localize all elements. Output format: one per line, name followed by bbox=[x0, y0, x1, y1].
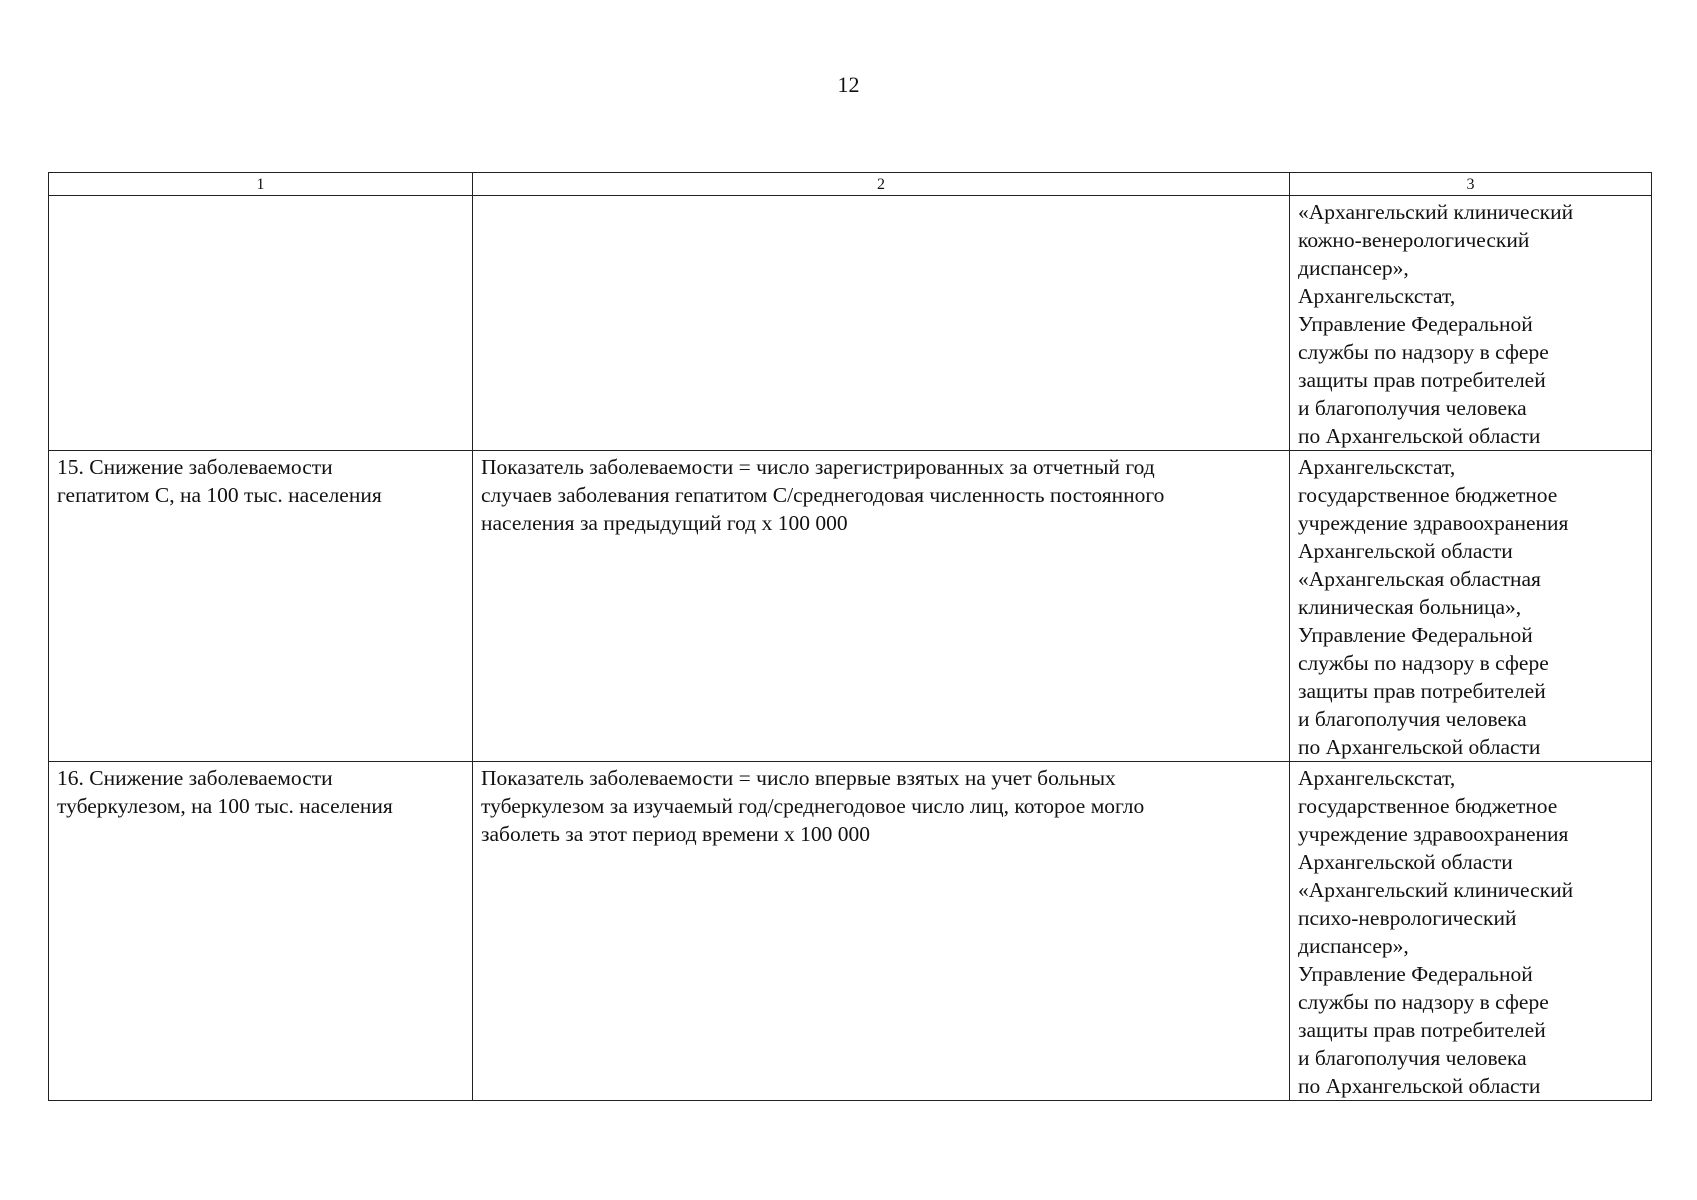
cell-text-line: Архангельскстат, bbox=[1298, 455, 1456, 479]
cell-text-line: и благополучия человека bbox=[1298, 707, 1527, 731]
table-cell-col3 bbox=[1290, 762, 1652, 1101]
cell-text-line: и благополучия человека bbox=[1298, 1046, 1527, 1070]
cell-text-line: кожно-венерологический bbox=[1298, 228, 1530, 252]
cell-text-line: «Архангельская областная bbox=[1298, 567, 1541, 591]
table-cell-col2 bbox=[473, 451, 1290, 762]
table-row bbox=[49, 762, 1652, 1101]
column-header-1: 1 bbox=[49, 173, 473, 196]
cell-text-line: по Архангельской области bbox=[1298, 424, 1541, 448]
table-cell-col3 bbox=[1290, 196, 1652, 451]
cell-text-line: клиническая больница», bbox=[1298, 595, 1522, 619]
cell-text-line: Архангельскстат, bbox=[1298, 766, 1456, 790]
cell-text-line: случаев заболевания гепатитом С/среднегодовая численность постоянного bbox=[481, 483, 1165, 507]
indicators-table bbox=[48, 172, 1652, 1101]
table-row bbox=[49, 196, 1652, 451]
cell-text-line: учреждение здравоохранения bbox=[1298, 822, 1569, 846]
cell-text-line: службы по надзору в сфере bbox=[1298, 990, 1549, 1014]
table-cell-col1 bbox=[49, 196, 473, 451]
cell-text-line: Управление Федеральной bbox=[1298, 623, 1533, 647]
table-body bbox=[49, 196, 1652, 1101]
cell-text-line: защиты прав потребителей bbox=[1298, 1018, 1546, 1042]
cell-text-line: государственное бюджетное bbox=[1298, 794, 1558, 818]
table-cell-col1 bbox=[49, 762, 473, 1101]
column-header-2: 2 bbox=[473, 173, 1290, 196]
cell-text-line: по Архангельской области bbox=[1298, 1074, 1541, 1098]
cell-text-line: «Архангельский клинический bbox=[1298, 878, 1574, 902]
cell-text-line: психо-неврологический bbox=[1298, 906, 1517, 930]
cell-text-line: «Архангельский клинический bbox=[1298, 200, 1574, 224]
table-cell-col3 bbox=[1290, 451, 1652, 762]
table-cell-col2 bbox=[473, 196, 1290, 451]
table-header-row bbox=[49, 173, 1652, 196]
page-number: 12 bbox=[837, 72, 860, 97]
cell-text-line: государственное бюджетное bbox=[1298, 483, 1558, 507]
cell-text-line: туберкулезом, на 100 тыс. населения bbox=[57, 794, 393, 818]
cell-text-line: диспансер», bbox=[1298, 934, 1409, 958]
cell-text-line: Управление Федеральной bbox=[1298, 962, 1533, 986]
cell-text-line: по Архангельской области bbox=[1298, 735, 1541, 759]
cell-text-line: Управление Федеральной bbox=[1298, 312, 1533, 336]
cell-text-line: заболеть за этот период времени х 100 000 bbox=[481, 822, 871, 846]
cell-text-line: Архангельскстат, bbox=[1298, 284, 1456, 308]
cell-text-line: и благополучия человека bbox=[1298, 396, 1527, 420]
cell-text-line: гепатитом С, на 100 тыс. населения bbox=[57, 483, 382, 507]
cell-text-line: населения за предыдущий год х 100 000 bbox=[481, 511, 848, 535]
cell-text-line: Показатель заболеваемости = число впервые взятых на учет больных bbox=[481, 766, 1116, 790]
table-row bbox=[49, 451, 1652, 762]
cell-text-line: учреждение здравоохранения bbox=[1298, 511, 1569, 535]
column-header-3: 3 bbox=[1290, 173, 1652, 196]
cell-text-line: Архангельской области bbox=[1298, 850, 1513, 874]
table-cell-col2 bbox=[473, 762, 1290, 1101]
cell-text-line: службы по надзору в сфере bbox=[1298, 340, 1549, 364]
cell-text-line: 15. Снижение заболеваемости bbox=[57, 455, 333, 479]
cell-text-line: туберкулезом за изучаемый год/среднегодовое число лиц, которое могло bbox=[481, 794, 1145, 818]
cell-text-line: диспансер», bbox=[1298, 256, 1409, 280]
table-cell-col1 bbox=[49, 451, 473, 762]
cell-text-line: защиты прав потребителей bbox=[1298, 679, 1546, 703]
cell-text-line: защиты прав потребителей bbox=[1298, 368, 1546, 392]
cell-text-line: Архангельской области bbox=[1298, 539, 1513, 563]
cell-text-line: 16. Снижение заболеваемости bbox=[57, 766, 333, 790]
cell-text-line: службы по надзору в сфере bbox=[1298, 651, 1549, 675]
cell-text-line: Показатель заболеваемости = число зарегистрированных за отчетный год bbox=[481, 455, 1155, 479]
